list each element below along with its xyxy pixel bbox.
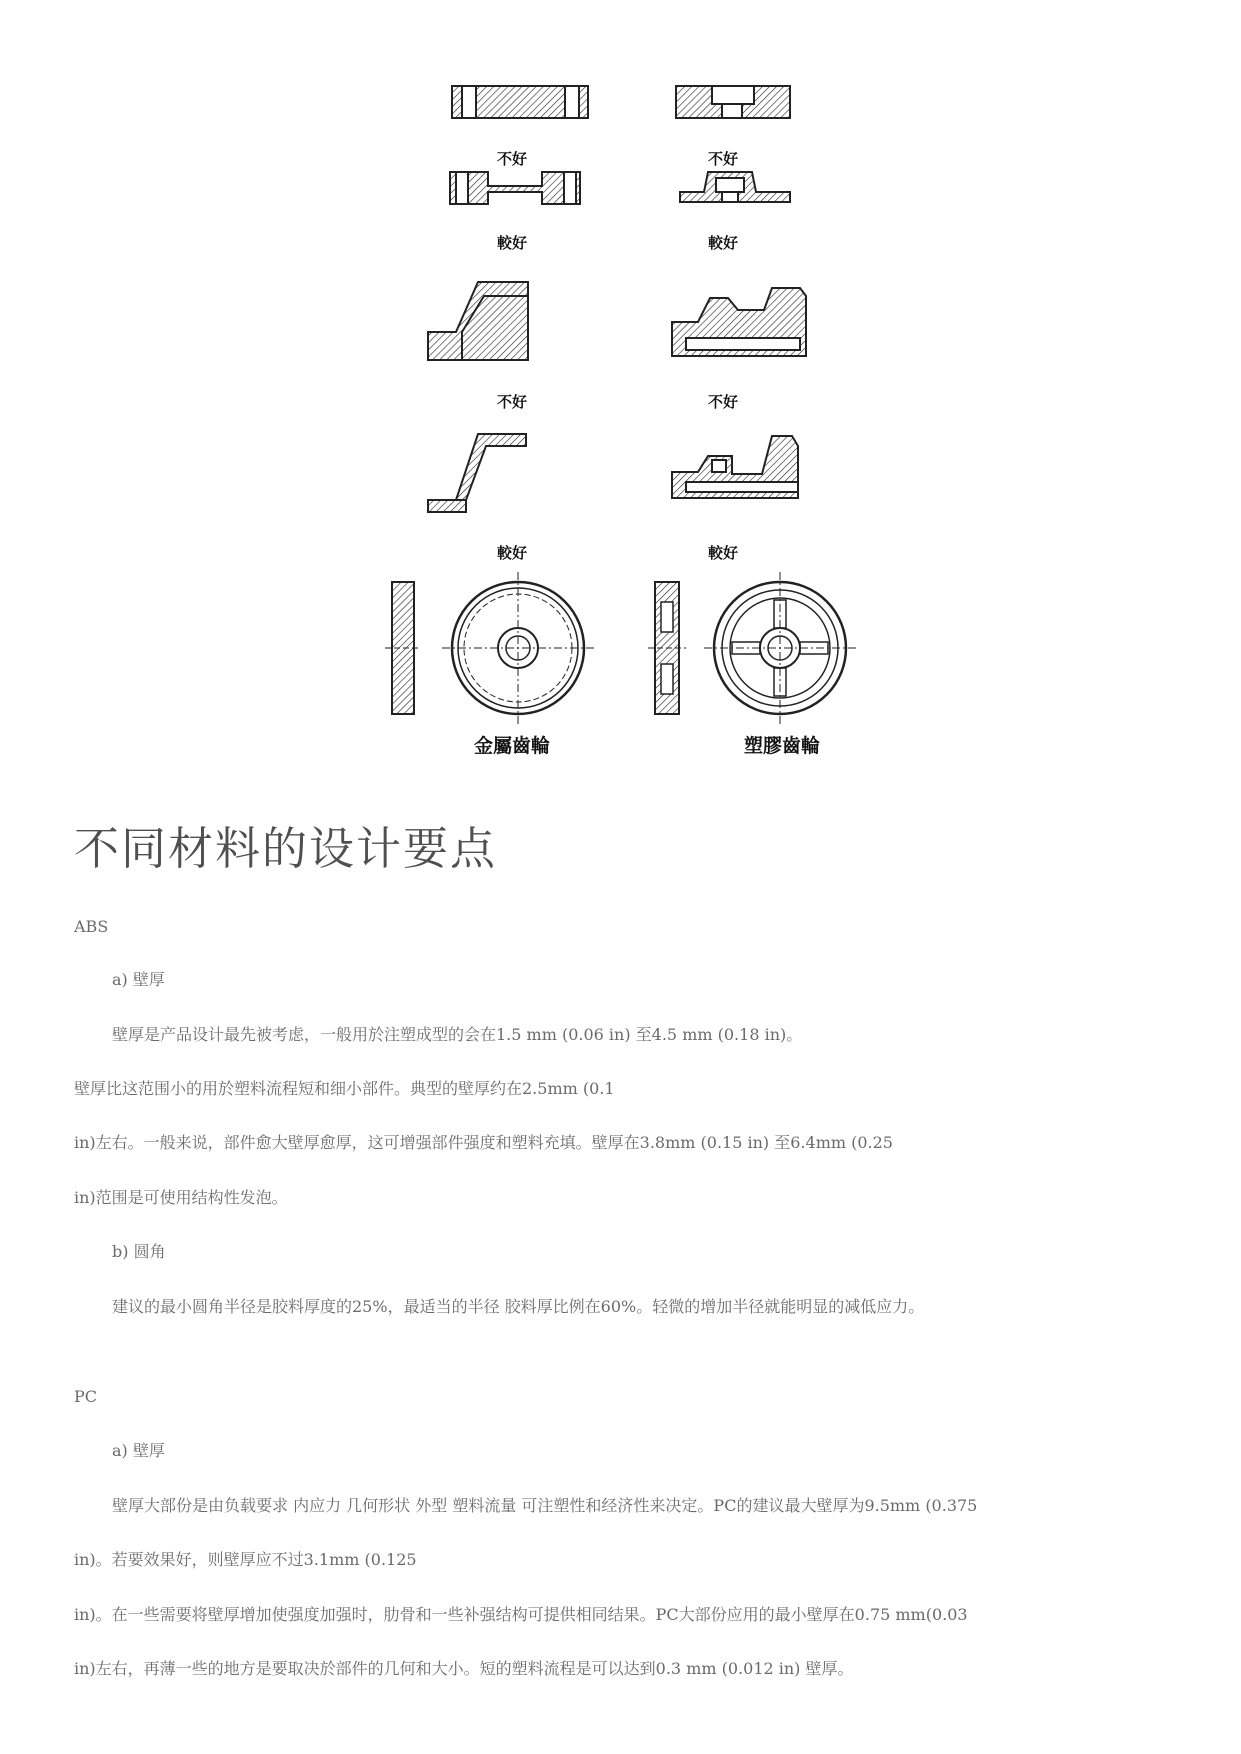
r4-right-part: [672, 436, 798, 498]
pc-wall-thickness-p2: in)。若要效果好，则壁厚应不过3.1mm (0.125: [74, 1550, 417, 1569]
r1-left-part: [452, 86, 588, 118]
label-r4-left: 較好: [497, 544, 528, 562]
pc-heading: PC: [74, 1387, 98, 1406]
abs-wall-thickness-p2: 壁厚比这范围小的用於塑料流程短和细小部件。典型的壁厚约在2.5mm (0.1: [74, 1079, 615, 1098]
figure-drawing: [0, 0, 1241, 790]
r1-right-part: [676, 86, 790, 118]
abs-wall-thickness-label: a) 壁厚: [112, 970, 165, 989]
pc-wall-thickness-p3: in)。在一些需要将壁厚增加使强度加强时，肋骨和一些补强结构可提供相同结果。PC大部份应用的最小壁厚在0.75 mm(0.03: [74, 1605, 968, 1624]
abs-wall-thickness-p3: in)左右。一般来说，部件愈大壁厚愈厚，这可增强部件强度和塑料充填。壁厚在3.8mm (0.15 in) 至6.4mm (0.25: [74, 1133, 893, 1152]
label-r4-right: 較好: [708, 544, 739, 562]
abs-wall-thickness-p1: 壁厚是产品设计最先被考虑，一般用於注塑成型的会在1.5 mm (0.06 in) 至4.5 mm (0.18 in)。: [112, 1025, 803, 1044]
r2-right-part: [680, 172, 790, 202]
label-r2-right: 較好: [708, 234, 739, 252]
label-r3-left: 不好: [497, 393, 528, 411]
metal-gear-drawing: [385, 572, 594, 724]
label-plastic-gear: 塑膠齒輪: [744, 735, 821, 757]
abs-heading: ABS: [74, 917, 109, 936]
design-comparison-figure: [0, 0, 1241, 790]
label-metal-gear: 金屬齒輪: [474, 735, 551, 757]
label-r1-left: 不好: [497, 150, 528, 168]
plastic-gear-drawing: [648, 572, 856, 724]
label-r1-right: 不好: [708, 150, 739, 168]
pc-wall-thickness-label: a) 壁厚: [112, 1441, 165, 1460]
r2-left-part: [450, 172, 580, 204]
pc-wall-thickness-p1: 壁厚大部份是由负载要求 内应力 几何形状 外型 塑料流量 可注塑性和经济性来决定。PC的建议最大壁厚为9.5mm (0.375: [112, 1496, 978, 1515]
r3-right-part: [672, 288, 806, 356]
abs-fillet-label: b) 圆角: [112, 1242, 166, 1261]
r3-left-part: [428, 282, 528, 360]
page-title: 不同材料的设计要点: [74, 822, 498, 875]
pc-wall-thickness-p4: in)左右，再薄一些的地方是要取决於部件的几何和大小。短的塑料流程是可以达到0.3 mm (0.012 in) 壁厚。: [74, 1659, 854, 1678]
label-r2-left: 較好: [497, 234, 528, 252]
abs-fillet-p1: 建议的最小圆角半径是胶料厚度的25%，最适当的半径 胶料厚比例在60%。轻微的增加半径就能明显的减低应力。: [112, 1297, 925, 1316]
r4-left-part: [428, 434, 526, 512]
label-r3-right: 不好: [708, 393, 739, 411]
abs-wall-thickness-p4: in)范围是可使用结构性发泡。: [74, 1188, 288, 1207]
